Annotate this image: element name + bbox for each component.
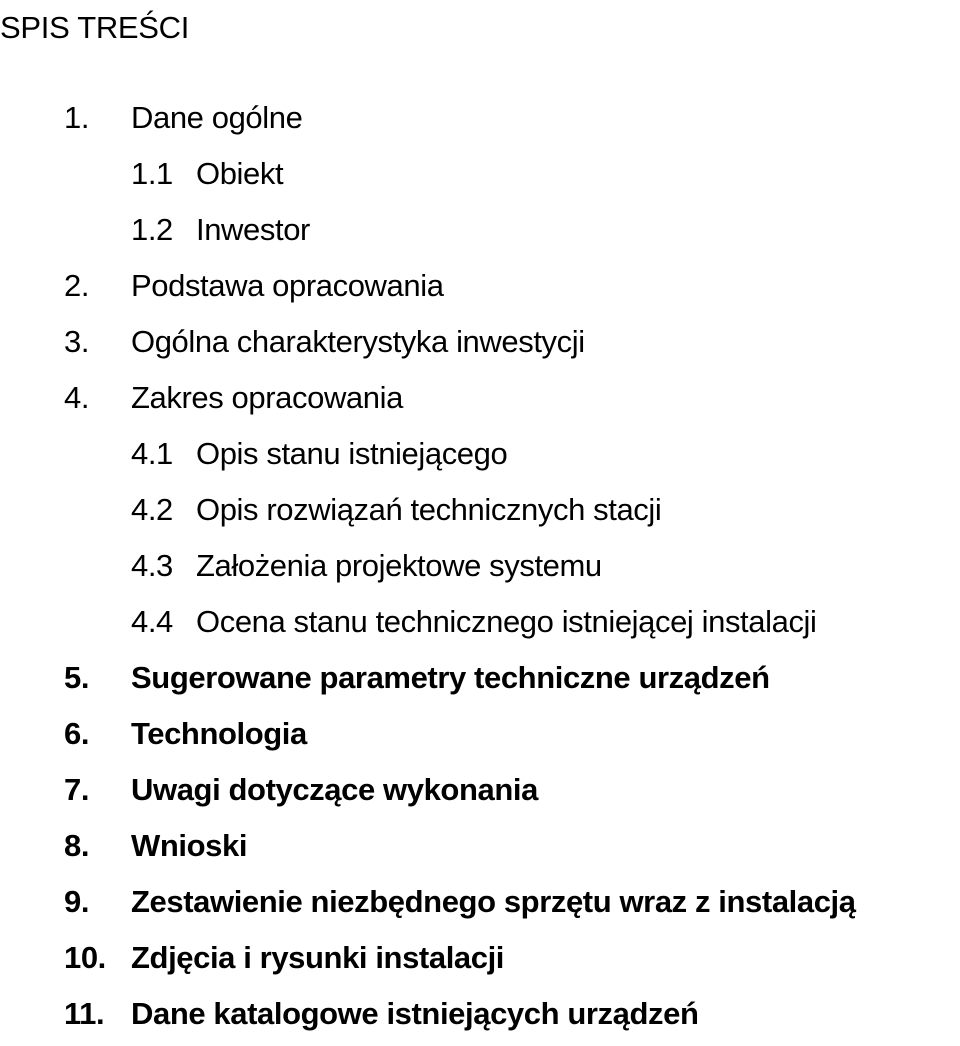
toc-entry — [0, 94, 960, 150]
toc-entry-number: 1. — [64, 100, 90, 135]
table-of-contents — [0, 94, 960, 1046]
toc-entry — [0, 262, 960, 318]
toc-entry-text: Założenia projektowe systemu — [196, 548, 602, 583]
toc-entry — [0, 486, 960, 542]
toc-entry — [0, 374, 960, 430]
toc-entry-text: Dane ogólne — [131, 100, 303, 135]
toc-entry-text: Obiekt — [196, 156, 284, 191]
toc-entry-number: 9. — [64, 884, 90, 919]
toc-entry — [0, 990, 960, 1046]
toc-entry-number: 11. — [64, 996, 105, 1031]
toc-entry-number: 7. — [64, 772, 90, 807]
toc-entry-number: 4.3 — [131, 548, 173, 583]
toc-entry-text: Zdjęcia i rysunki instalacji — [131, 940, 505, 975]
toc-entry-text: Wnioski — [131, 828, 248, 863]
toc-entry-number: 6. — [64, 716, 90, 751]
toc-entry-text: Podstawa opracowania — [131, 268, 444, 303]
toc-entry — [0, 318, 960, 374]
toc-entry-number: 5. — [64, 660, 90, 695]
toc-entry-number: 4. — [64, 380, 90, 415]
toc-entry-number: 2. — [64, 268, 90, 303]
toc-entry-number: 4.4 — [131, 604, 173, 639]
toc-entry — [0, 150, 960, 206]
toc-entry-text: Opis rozwiązań technicznych stacji — [196, 492, 662, 527]
toc-entry — [0, 598, 960, 654]
toc-entry-text: Sugerowane parametry techniczne urządzeń — [131, 660, 770, 695]
toc-entry-text: Dane katalogowe istniejących urządzeń — [131, 996, 699, 1031]
toc-entry — [0, 766, 960, 822]
toc-entry-number: 1.2 — [131, 212, 173, 247]
toc-entry — [0, 654, 960, 710]
toc-entry-text: Ogólna charakterystyka inwestycji — [131, 324, 585, 359]
toc-entry — [0, 430, 960, 486]
page-title: SPIS TREŚCI — [0, 10, 190, 45]
toc-entry-number: 4.1 — [131, 436, 173, 471]
toc-entry — [0, 934, 960, 990]
toc-entry-text: Zakres opracowania — [131, 380, 403, 415]
toc-entry-number: 4.2 — [131, 492, 173, 527]
toc-entry-number: 1.1 — [131, 156, 173, 191]
toc-entry-number: 8. — [64, 828, 90, 863]
toc-entry-text: Uwagi dotyczące wykonania — [131, 772, 538, 807]
toc-entry — [0, 878, 960, 934]
toc-entry-text: Technologia — [131, 716, 307, 751]
toc-entry-text: Opis stanu istniejącego — [196, 436, 508, 471]
toc-entry-text: Inwestor — [196, 212, 310, 247]
toc-entry — [0, 206, 960, 262]
toc-entry-text: Zestawienie niezbędnego sprzętu wraz z instalacją — [131, 884, 856, 919]
toc-entry-text: Ocena stanu technicznego istniejącej instalacji — [196, 604, 817, 639]
toc-entry — [0, 710, 960, 766]
toc-entry — [0, 542, 960, 598]
toc-entry-number: 10. — [64, 940, 106, 975]
toc-entry-number: 3. — [64, 324, 90, 359]
toc-entry — [0, 822, 960, 878]
